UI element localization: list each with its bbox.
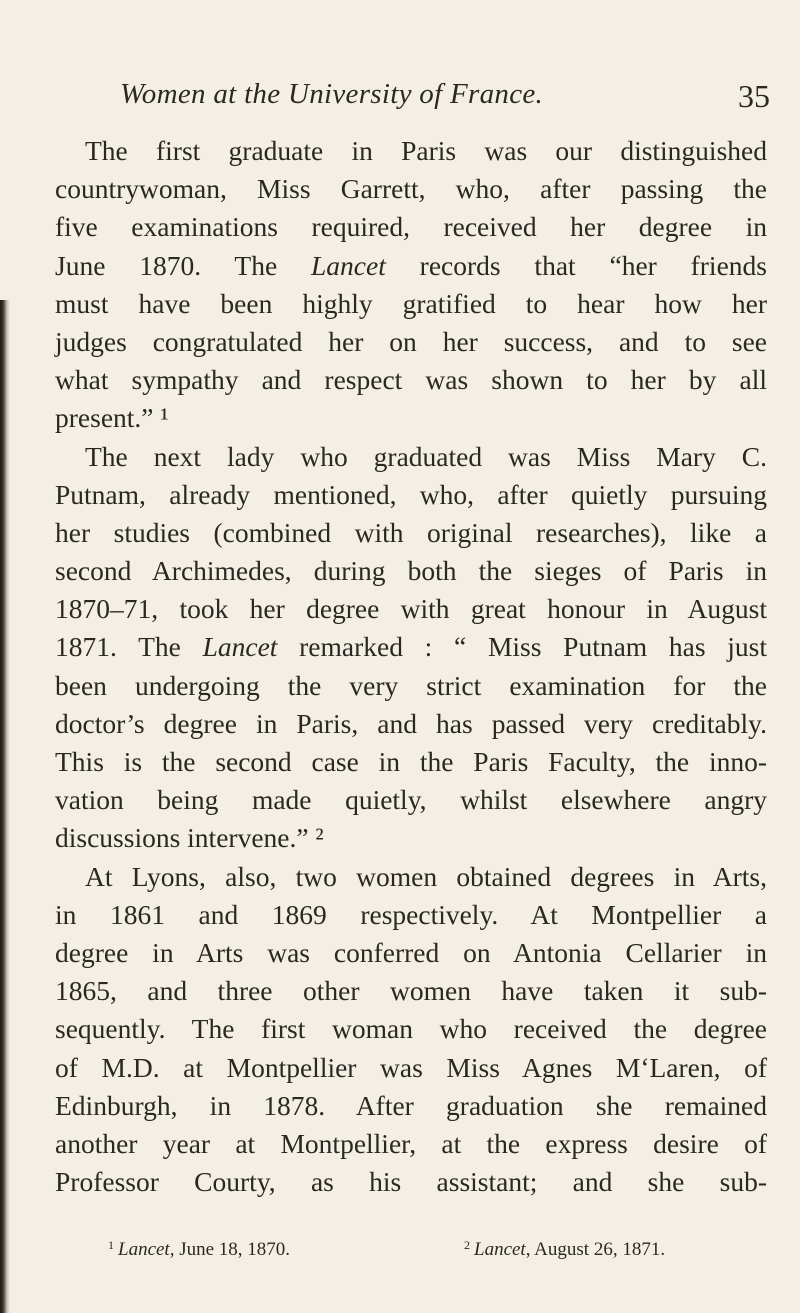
running-title: Women at the University of France. [120, 78, 544, 110]
footnote-detail: , June 18, 1870. [169, 1239, 291, 1260]
footnote-source: Lancet [118, 1239, 170, 1260]
footnotes [108, 1238, 768, 1268]
text-line: what sympathy and respect was shown to her by all [55, 364, 767, 396]
binding-shadow [0, 300, 10, 1313]
text-line: sequently. The first woman who received the degree [55, 1013, 767, 1045]
text-line: present.” ¹ [55, 402, 169, 434]
footnote-mark: 2 [464, 1238, 470, 1252]
footnote-source: Lancet [474, 1239, 526, 1260]
text-line: her studies (combined with original researches), like a [55, 516, 767, 548]
text-line: Putnam, already mentioned, who, after quietly pursuing [55, 478, 767, 510]
body-text [55, 132, 767, 1201]
running-head [120, 78, 770, 118]
text-line: 1871. The Lancet remarked : “ Miss Putnam has just [55, 631, 767, 663]
text-line: degree in Arts was conferred on Antonia Cellarier in [55, 936, 767, 968]
footnote-2 [464, 1238, 665, 1261]
text-line: June 1870. The Lancet records that “her friends [55, 249, 767, 281]
text-line: The first graduate in Paris was our distinguished [85, 135, 767, 166]
text-line: in 1861 and 1869 respectively. At Montpellier a [55, 898, 767, 930]
text-line: discussions intervene.” ² [55, 822, 324, 854]
text-line: 1870–71, took her degree with great honour in August [55, 593, 767, 625]
text-line: second Archimedes, during both the sieges of Paris in [55, 555, 767, 587]
page-number: 35 [738, 78, 770, 114]
text-line: Edinburgh, in 1878. After graduation she remained [55, 1089, 767, 1121]
periodical-title: Lancet [202, 631, 278, 663]
text-line: of M.D. at Montpellier was Miss Agnes M‘Laren, of [55, 1051, 767, 1083]
footnote-detail: , August 26, 1871. [525, 1239, 666, 1260]
text-line: judges congratulated her on her success, and to see [55, 325, 767, 357]
footnote-1 [108, 1238, 290, 1261]
text-line: another year at Montpellier, at the express desire of [55, 1127, 767, 1159]
periodical-title: Lancet [311, 249, 386, 281]
text-line: The next lady who graduated was Miss Mary C. [85, 440, 767, 472]
text-line: been undergoing the very strict examination for the [55, 669, 767, 701]
text-line: must have been highly gratified to hear how her [55, 287, 767, 319]
text-line: vation being made quietly, whilst elsewhere angry [55, 784, 767, 816]
footnote-mark: 1 [108, 1238, 114, 1252]
text-line: doctor’s degree in Paris, and has passed very creditably. [55, 707, 767, 739]
text-line: countrywoman, Miss Garrett, who, after passing the [55, 173, 767, 205]
text-line: At Lyons, also, two women obtained degrees in Arts, [85, 860, 767, 892]
text-line: This is the second case in the Paris Faculty, the inno- [55, 746, 767, 777]
text-line: Professor Courty, as his assistant; and she sub- [55, 1166, 767, 1198]
text-line: 1865, and three other women have taken it sub- [55, 975, 767, 1007]
text-line: five examinations required, received her degree in [55, 211, 767, 243]
